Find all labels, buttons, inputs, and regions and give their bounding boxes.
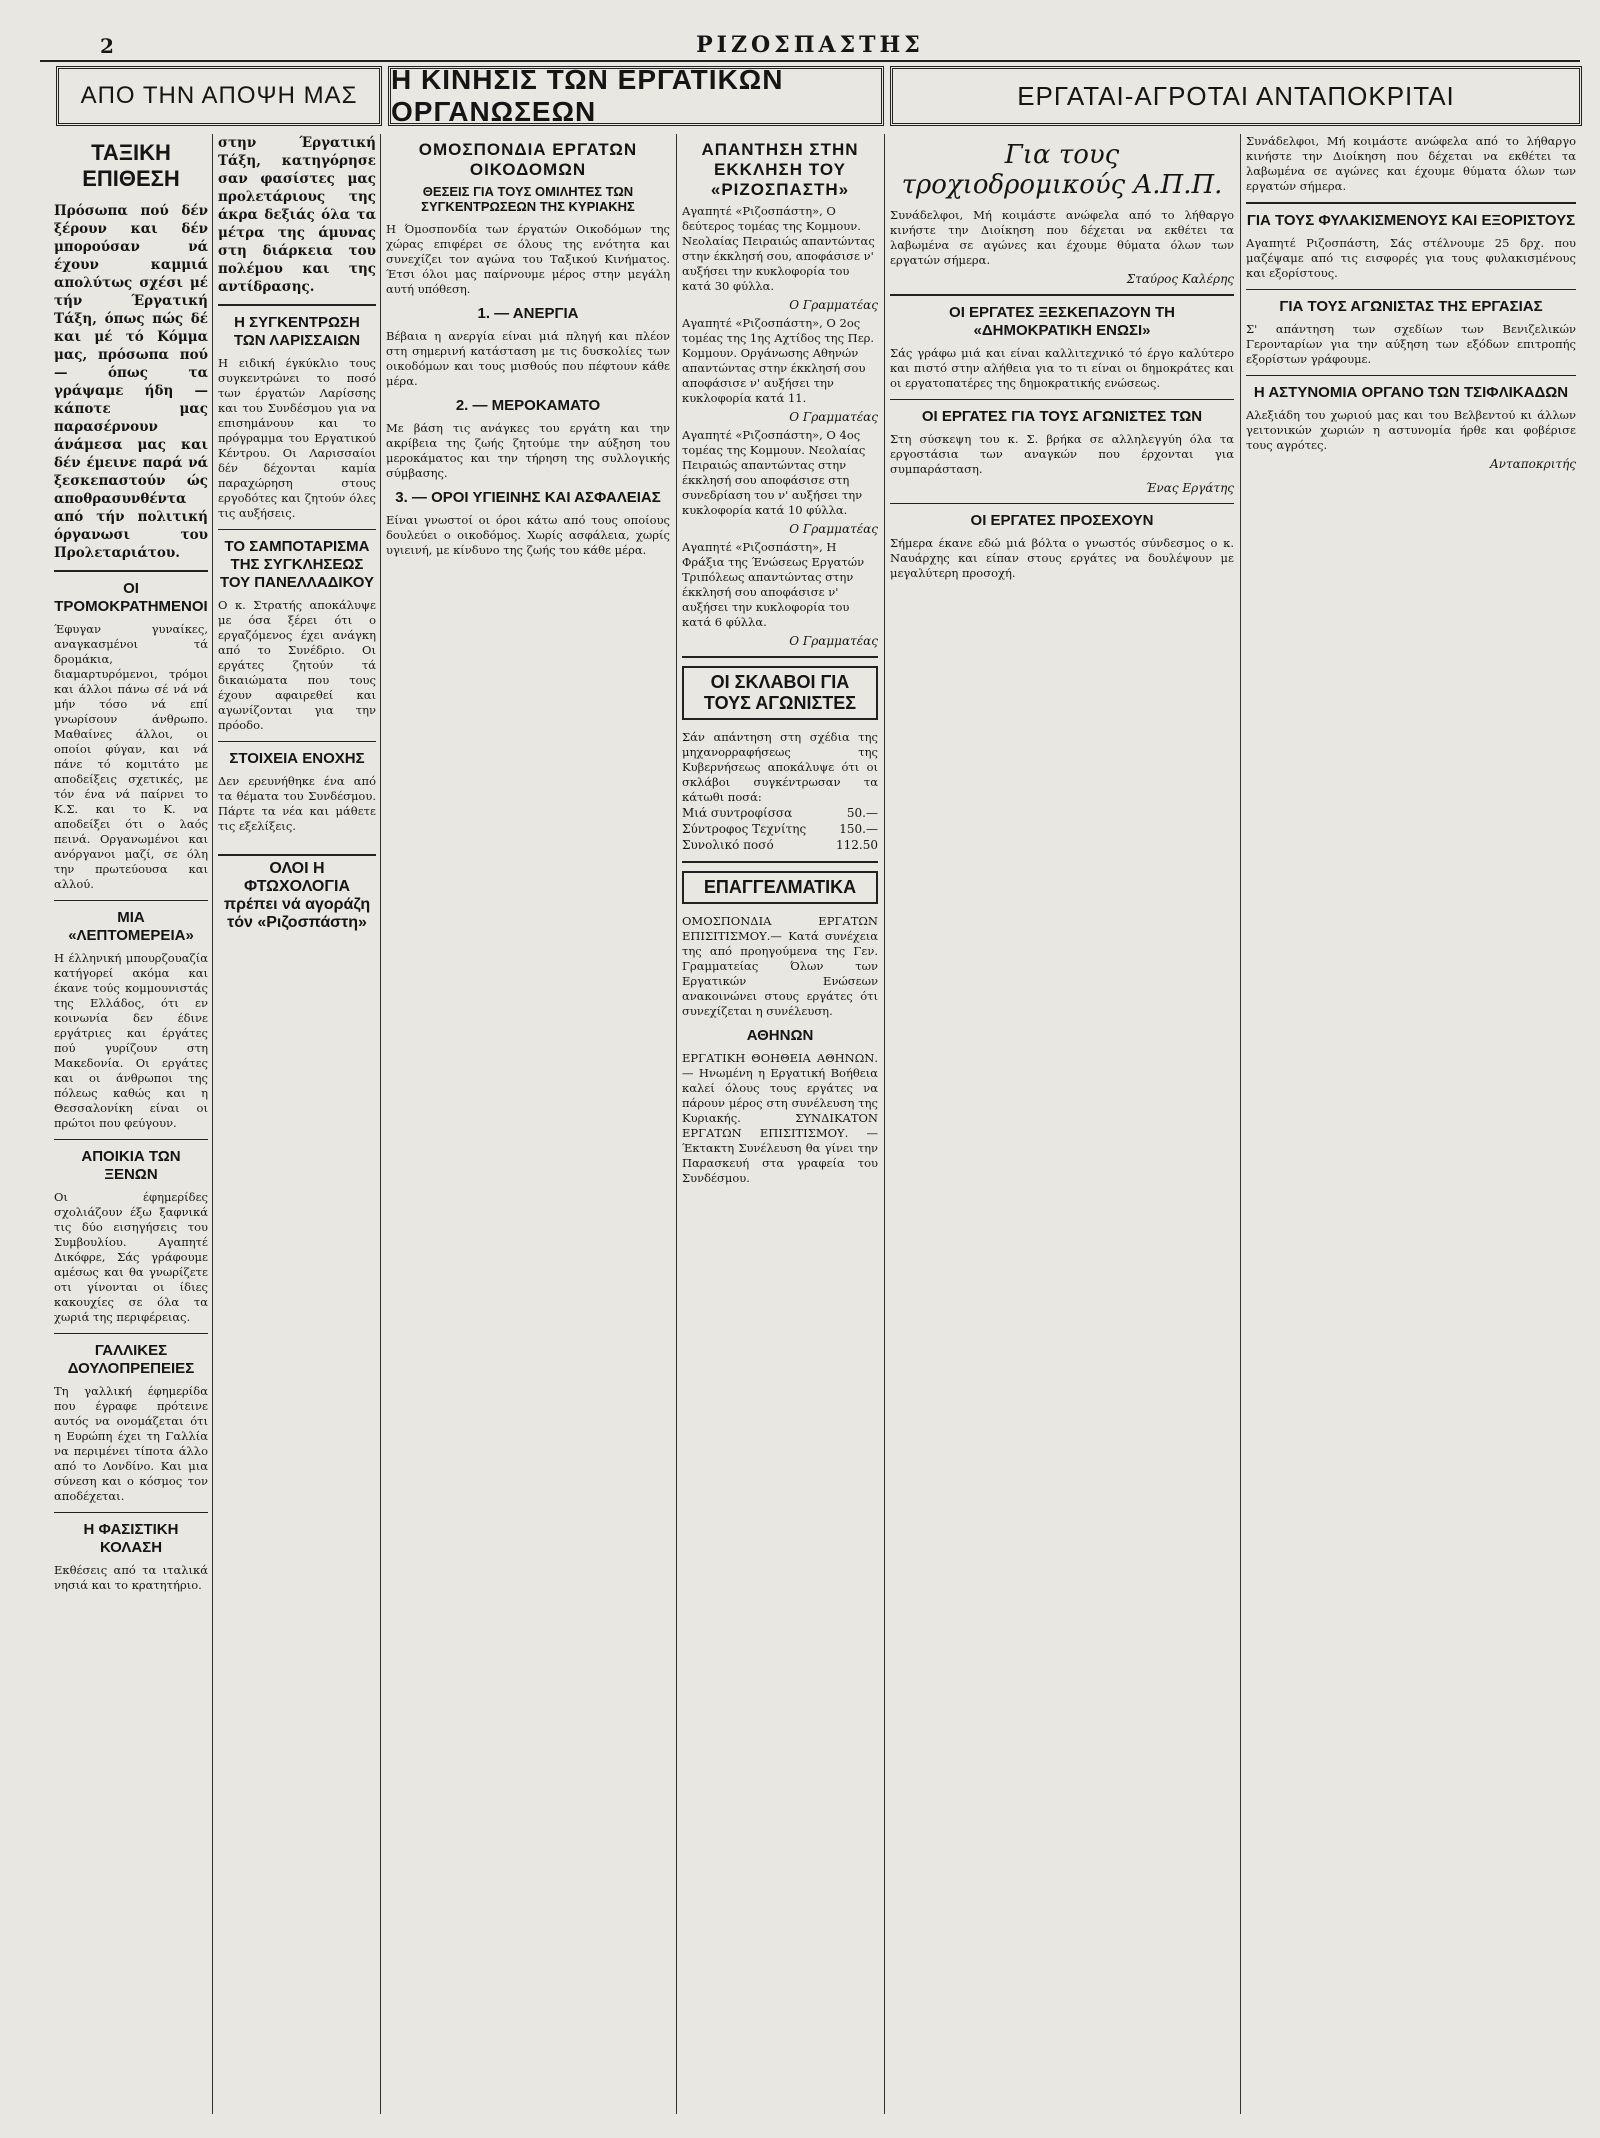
column-3 (386, 134, 670, 2114)
amount-row: Συνολικό ποσό 112.50 (682, 838, 878, 852)
article-text: Αγαπητέ Ριζοσπάστη, Σάς στέλνουμε 25 δρχ. που μαζέψαμε από τις εισφορές για τους φυλακισμένους και εξορίστους. (1246, 236, 1576, 280)
article-text: Έφυγαν γυναίκες, αναγκασμένοι τά δρομάκια, διαμαρτυρόμενοι, τρόμοι και άλλοι πάνω σέ νά νά μήν τόσο νά επί γνωρίσουν άνθρωπο. Μαθαίνες άλλοι, οι οποίοι φύγαν, και νά πάνε τό κομιτάτο με αποδείξεις σχετικές, με τόν ένα νά παίρνει το Κ.Σ. και το Κ. να αποδείξει ότι ο λαός πεινά. Οργανωμένοι και ανόργανοι μαζί, σε όλη την πρωτεύουσα και αλλού. (54, 622, 208, 891)
article-title: ΓΙΑ ΤΟΥΣ ΑΓΩΝΙΣΤΑΣ ΤΗΣ ΕΡΓΑΣΙΑΣ (1279, 298, 1543, 315)
subheading: 2. — ΜΕΡΟΚΑΜΑΤΟ (455, 397, 601, 414)
article-title: ΟΙ ΣΚΛΑΒΟΙ ΓΙΑ ΤΟΥΣ ΑΓΩΝΙΣΤΕΣ (682, 666, 878, 720)
article-title: ΓΙΑ ΤΟΥΣ ΦΥΛΑΚΙΣΜΕΝΟΥΣ ΚΑΙ ΕΞΟΡΙΣΤΟΥΣ (1246, 212, 1576, 229)
article-text: Σάς γράφω μιά και είναι καλλιτεχνικό τό έργο καλύτερο και πιστό στην αλήθεια για το τι είναι οι δημοκράτες και οι εργατοπατέρες της δημοκρατικής ενώσεως. (890, 346, 1234, 390)
article-text: Δεν ερευνήθηκε ένα από τα θέματα του Συνδέσμου. Πάρτε τα νέα και μάθετε τις εξελίξεις. (218, 774, 376, 833)
column-5 (890, 134, 1234, 2114)
article-text: Εκθέσεις από τα ιταλικά νησιά και το κρατητήριο. (54, 1563, 208, 1592)
signature: Ο Γραμματέας (789, 634, 878, 648)
column-rule (1240, 134, 1241, 2114)
signature: Ο Γραμματέας (789, 298, 878, 312)
page-number: 2 (100, 34, 114, 58)
article-title: ΟΙ ΕΡΓΑΤΕΣ ΓΙΑ ΤΟΥΣ ΑΓΩΝΙΣΤΕΣ ΤΩΝ (921, 408, 1203, 425)
column-rule (884, 134, 885, 2114)
article-title: Η ΑΣΤΥΝΟΜΙΑ ΟΡΓΑΝΟ ΤΩΝ ΤΣΙΦΛΙΚΑΔΩΝ (1253, 384, 1569, 401)
signature: Ανταποκριτής (1490, 457, 1576, 471)
letter: Αγαπητέ «Ριζοσπάστη», Ο 2ος τομέας της 1ης Αχτίδος της Περ. Κομμουν. Οργάνωσης Αθηνών απαντώντας στην έκκλησή σου αποφάσισε ν' αυξήσει την κυκλοφορία κατά 11. (682, 316, 875, 405)
letter: Αγαπητέ «Ριζοσπάστη», Η Φράξια της Ένώσεως Εργατών Τριπόλεως απαντώντας στην έκκλησή σου αποφάσισε ν' αυξήσει την κυκλοφορία του κατά 6 φύλλα. (682, 540, 865, 629)
article-title: ΑΠΑΝΤΗΣΗ ΣΤΗΝ ΕΚΚΛΗΣΗ ΤΟΥ «ΡΙΖΟΣΠΑΣΤΗ» (701, 140, 859, 199)
article-title: Η ΦΑΣΙΣΤΙΚΗ ΚΟΛΑΣΗ (83, 1521, 179, 1556)
article-text: Συνάδελφοι, Μή κοιμάστε ανώφελα από το λήθαργο κινήστε την Διοίκηση που δέχεται να εκθέτει τα λαβωμένα σε αγώνες και έχουμε θύματα όλων των εργατών σήμερα. (890, 208, 1234, 267)
lead-text: Πρόσωπα πού δέν ξέρουν και δέν μπορούσαν νά έχουν καμμιά απολύτως σχέσι μέ τήν Έργατική Τάξη, όπως πώς δέ και μέ τό Κόμμα μας, πρόσωπα πού — όπως τα γράψαμε ήδη — κάποτε μας παρασέρνουν άνάμεσα μας και δέν έμεινε παρά νά ξεσκεπαστούν ώς αποθρασυνθέντα από τήν πολιτική όργανωσι του Προλεταριάτου. (54, 203, 208, 561)
subheading: ΑΘΗΝΩΝ (746, 1027, 814, 1044)
article-title: ΕΠΑΓΓΕΛΜΑΤΙΚΑ (682, 871, 878, 904)
article-text: Η έλληνική μπουρζουαζία κατήγορεί ακόμα και έκανε τούς κομμουνιστάς της Ελλάδος, ότι εν κοινωνία δεν έδινε εργάτριες και έργάτες πού γυρίζουν στη Μακεδονία. Οι εργάτες και οι άνθρωποι της πόλεως καθώς και η Θεσσαλονίκη είναι οι πρώτοι που φεύγουν. (54, 951, 208, 1130)
article-text: Συνάδελφοι, Μή κοιμάστε ανώφελα από το λήθαργο κινήστε την Διοίκηση που δέχεται να εκθέτει τα λαβωμένα σε αγώνες και έχουμε θύματα όλων των εργατών σήμερα. (1246, 134, 1576, 193)
article-title: ΟΜΟΣΠΟΝΔΙΑ ΕΡΓΑΤΩΝ ΟΙΚΟΔΟΜΩΝ (418, 140, 638, 179)
article-title: ΜΙΑ «ΛΕΠΤΟΜΕΡΕΙΑ» (68, 909, 194, 944)
article-title: Για τους τροχιοδρομικούς Α.Π.Π. (901, 140, 1223, 200)
newspaper-title: ΡΙΖΟΣΠΑΣΤΗΣ (696, 32, 924, 58)
column-2 (218, 134, 376, 2114)
article-text: Βέβαια η ανεργία είναι μιά πληγή και πλέον στη σημερινή κατάσταση με τις δυσκολίες των οικοδόμων και τους μισθούς που πέφτουν κάθε μέρα. (386, 329, 670, 388)
article-title: ΟΙ ΕΡΓΑΤΕΣ ΠΡΟΣΕΧΟΥΝ (970, 512, 1154, 529)
column-6 (1246, 134, 1576, 2114)
signature: Ο Γραμματέας (789, 522, 878, 536)
article-text: Σ' απάντηση των σχεδίων των Βενιζελικών Γερονταρίων για την αύξηση των εξόδων επιτροπής εξορίστων γράφουμε. (1246, 322, 1576, 366)
promo-note: ΟΛΟΙ Η ΦΤΩΧΟΛΟΓΙΑ πρέπει νά αγοράζη τόν «Ριζοσπάστη» (218, 854, 376, 932)
section-header-opinion: ΑΠΟ ΤΗΝ ΑΠΟΨΗ ΜΑΣ (56, 66, 382, 126)
newspaper-page (40, 30, 1580, 2120)
letter: Αγαπητέ «Ριζοσπάστη», Ο δεύτερος τομέας της Κομμουν. Νεολαίας Πειραιώς απαντώντας στην έκκλησή σου, αποφάσισε ν' αυξήσει την κυκλοφορία του κατά 30 φύλλα. (682, 204, 875, 293)
subheading: 1. — ΑΝΕΡΓΙΑ (477, 305, 579, 322)
masthead (40, 30, 1580, 62)
article-text: Σάν απάντηση στη σχέδια της μηχανορραφήσεως της Κυβερνήσεως αποκάλυψε ότι οι σκλάβοι συγκέντρωσαν τα κάτωθι ποσά: (682, 730, 878, 804)
signature: Σταύρος Καλέρης (1126, 272, 1234, 286)
article-title: ΣΤΟΙΧΕΙΑ ΕΝΟΧΗΣ (229, 750, 365, 767)
section-header-correspondents: ΕΡΓΑΤΑΙ-ΑΓΡΟΤΑΙ ΑΝΤΑΠΟΚΡΙΤΑΙ (890, 66, 1582, 126)
article-text: Είναι γνωστοί οι όροι κάτω από τους οποίους δουλεύει ο οικοδόμος. Χωρίς ασφάλεια, χωρίς υγιεινή, με κίνδυνο της ζωής του κάθε μέρα. (386, 513, 670, 557)
article-title: ΑΠΟΙΚΙΑ ΤΩΝ ΞΕΝΩΝ (81, 1148, 181, 1183)
column-rule (676, 134, 677, 2114)
article-text: Ο κ. Στρατής αποκάλυψε με όσα ξέρει ότι ο εργαζόμενος έχει ανάγκη από το Συνέδριο. Οι εργάτες ζητούν τά δικαιώματα που τους έχουν αφαιρεθεί και αγωνίζονται για την πρόοδο. (218, 598, 376, 732)
column-rule (212, 134, 213, 2114)
article-text: Οι έφημερίδες σχολιάζουν έξω ξαφνικά τις δύο εισηγήσεις του Συμβουλίου. Αγαπητέ Δικόφρε, Σάς γράφουμε αμέσως και θα γνωρίζετε οτι γίνονται οι ίδιες κακουχίες σε όλα τα χωριά της περιφέρειας. (54, 1190, 208, 1324)
lead-title: ΤΑΞΙΚΗ ΕΠΙΘΕΣΗ (82, 140, 180, 191)
article-title: ΟΙ ΕΡΓΑΤΕΣ ΞΕΣΚΕΠΑΖΟΥΝ ΤΗ «ΔΗΜΟΚΡΑΤΙΚΗ ΕΝΩΣΙ» (949, 304, 1175, 339)
article-text: Σήμερα έκανε εδώ μιά βόλτα ο γνωστός σύνδεσμος ο κ. Ναυάρχης και είπαν στους εργάτες να δουλέψουν με μεγαλύτερη προσοχή. (890, 536, 1234, 580)
article-title: ΓΑΛΛΙΚΕΣ ΔΟΥΛΟΠΡΕΠΕΙΕΣ (67, 1342, 195, 1377)
article-text: Τη γαλλική έφημερίδα που έγραφε πρότεινε αυτός να ονομάζεται ότι η Ευρώπη έχει τη Γαλλία να περιμένει τίποτα άλλο από το Λονδίνο. Και μια σύνεση και ο κόσμος τον αποδέχεται. (54, 1384, 208, 1503)
column-4 (682, 134, 878, 2114)
column-1 (54, 134, 208, 2114)
article-text: Αλεξιάδη του χωριού μας και του Βελβεντού κι άλλων γειτονικών χωριών η αστυνομία ήρθε και φοβέρισε τους αγρότες. (1246, 408, 1576, 452)
intro-text: στην Έργατική Τάξη, κατηγόρησε σαν φασίστες μας προλετάριους της άκρα δεξιάς όλα τα μέτρα της άμυνας στη διάρκεια του πολέμου και της αντίδρασης. (218, 135, 376, 295)
article-text: ΕΡΓΑΤΙΚΗ ΘΟΗΘΕΙΑ ΑΘΗΝΩΝ. — Ηνωμένη η Εργατική Βοήθεια καλεί όλους τους εργάτες να πάρουν μέρος στη συνέλευση της Κυριακής. ΣΥΝΔΙΚΑΤΟΝ ΕΡΓΑΤΩΝ ΕΠΙΣΙΤΙΣΜΟΥ. — Έκτακτη Συνέλευση θα γίνει την Παρασκευή στα γραφεία του Συνδέσμου. (682, 1051, 878, 1185)
article-text: Η ειδική έγκύκλιο τους συγκεντρώνει το ποσό των έργατών Λαρίσσης και του Συνδέσμου για να επισημάνουν και το πρόγραμμα του Εργατικού Κέντρου. Οι Λαρισσαίοι δέν δέχονται καμία παραχώρηση στους εργοδότες και ζητούν όλες τις αυξήσεις. (218, 356, 376, 520)
article-title: Η ΣΥΓΚΕΝΤΡΩΣΗ ΤΩΝ ΛΑΡΙΣΣΑΙΩΝ (233, 314, 361, 349)
section-header-labor: Η ΚΙΝΗΣΙΣ ΤΩΝ ΕΡΓΑΤΙΚΩΝ ΟΡΓΑΝΩΣΕΩΝ (388, 66, 884, 126)
signature: Ο Γραμματέας (789, 410, 878, 424)
amount-row: Μιά συντροφίσσα 50.— (682, 806, 878, 820)
article-subtitle: ΘΕΣΕΙΣ ΓΙΑ ΤΟΥΣ ΟΜΙΛΗΤΕΣ ΤΩΝ ΣΥΓΚΕΝΤΡΩΣΕΩΝ ΤΗΣ ΚΥΡΙΑΚΗΣ (421, 184, 635, 214)
article-title: ΟΙ ΤΡΟΜΟΚΡΑΤΗΜΕΝΟΙ (54, 580, 208, 615)
column-rule (380, 134, 381, 2114)
article-text: Η Όμοσπονδία των έργατών Οικοδόμων της χώρας επιφέρει σε όλους της ενότητα και συνεχίζει τον αγώνα του Ταξικού Κινήματος. Έτσι όλοι μας παίρνουμε μέρος στην μεγάλη αυτή υπόθεση. (386, 222, 670, 296)
subheading: 3. — ΟΡΟΙ ΥΓΙΕΙΝΗΣ ΚΑΙ ΑΣΦΑΛΕΙΑΣ (395, 489, 661, 506)
article-text: Στη σύσκεψη του κ. Σ. βρήκα σε αλληλεγγύη όλα τα εργοστάσια των αναγκών που έρχονται για συμπαράσταση. (890, 432, 1234, 476)
signature: Ένας Εργάτης (1145, 481, 1234, 495)
letter: Αγαπητέ «Ριζοσπάστη», Ο 4ος τομέας της Κομμουν. Νεολαίας Πειραιώς απαντώντας στην έκκλησή σου αποφάσισε στη συνεδρίαση του ν' αυξήσει την κυκλοφορία κατά 10 φύλλα. (682, 428, 866, 517)
article-text: ΟΜΟΣΠΟΝΔΙΑ ΕΡΓΑΤΩΝ ΕΠΙΣΙΤΙΣΜΟΥ.— Κατά συνέχεια της από προηγούμενα της Γεν. Γραμματείας Όλων των Εργατικών Ενώσεων ανακοινώνει στους εργάτες ότι συνεχίζεται η συνέλευση. (682, 914, 878, 1018)
amount-row: Σύντροφος Τεχνίτης 150.— (682, 822, 878, 836)
article-title: ΤΟ ΣΑΜΠΟΤΑΡΙΣΜΑ ΤΗΣ ΣΥΓΚΛΗΣΕΩΣ ΤΟΥ ΠΑΝΕΛΛΑΔΙΚΟΥ (219, 538, 374, 591)
article-text: Με βάση τις ανάγκες του εργάτη και την ακρίβεια της ζωής ζητούμε την αύξηση του μεροκάματος και την τήρηση της συλλογικής σύμβασης. (386, 421, 670, 480)
